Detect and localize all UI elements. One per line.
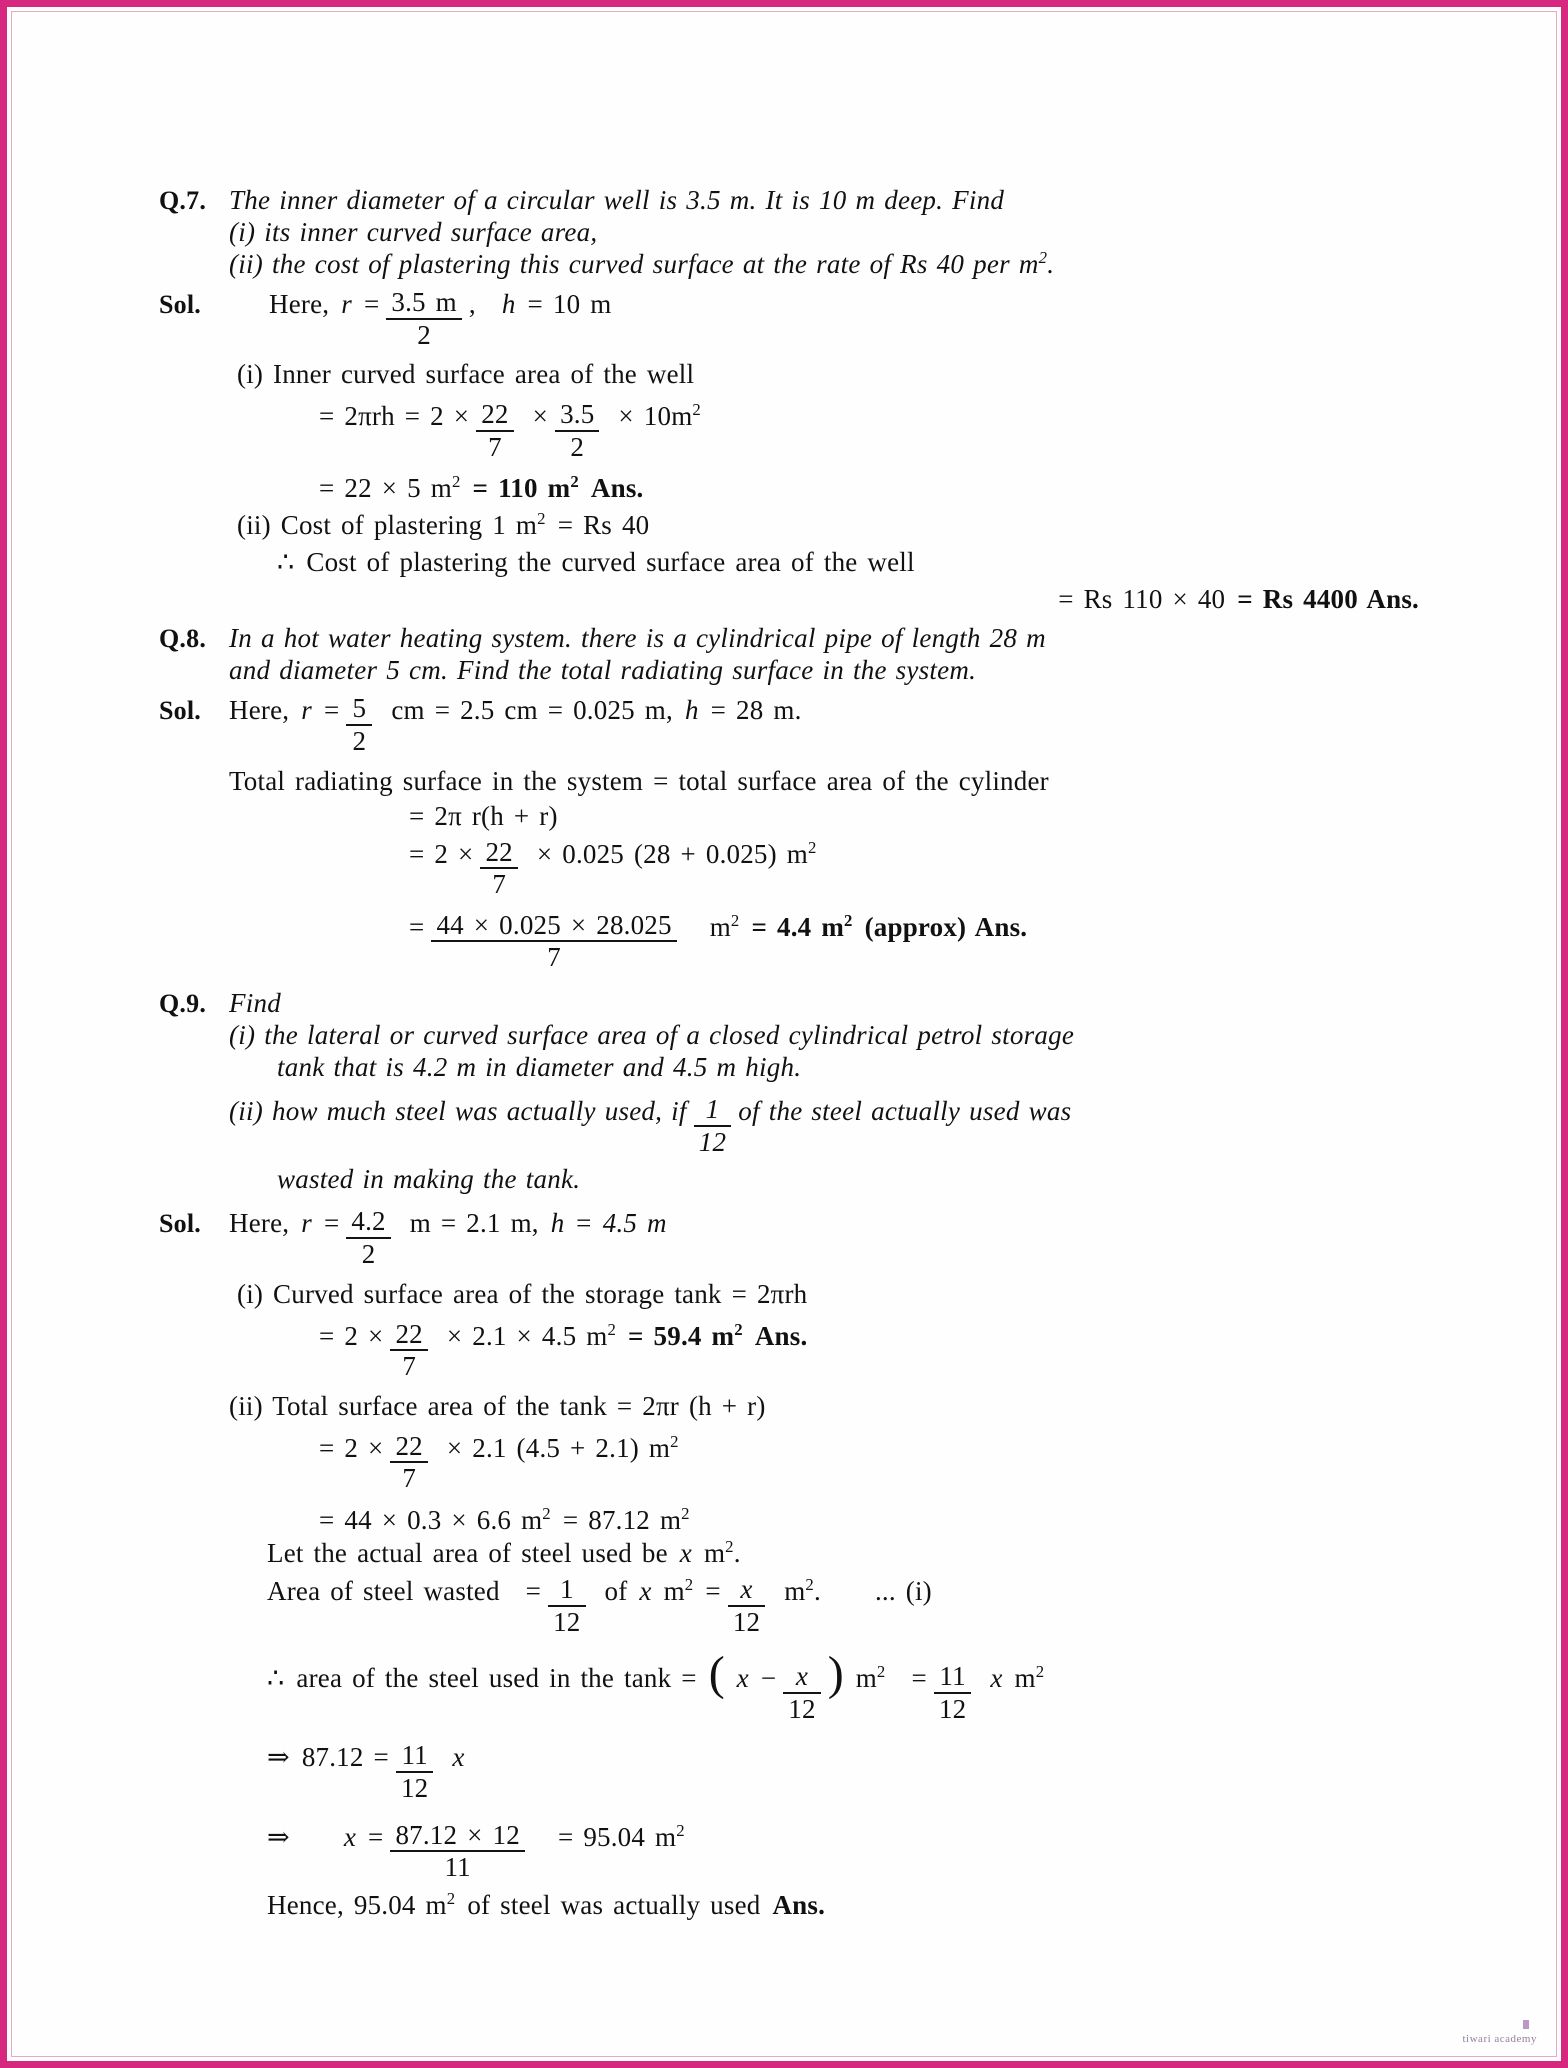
q9-waste-x: x [639,1575,652,1606]
q9-used-x: x [736,1663,749,1694]
q8-calc3-unit-exponent: 2 [730,910,740,930]
q9-impl1-num: 11 [401,1740,428,1771]
q9-used-lead: area of the steel used in the tank = [296,1663,697,1694]
q9-calc3-tail-exponent: 2 [681,1503,690,1523]
q9-pi-fraction-2 [390,1432,427,1493]
q9-used-f2-den: 12 [938,1693,967,1724]
q7-therefore-symbol: ∴ [277,547,295,578]
q9-waste-fraction [694,1095,732,1156]
q7-calc2-ans-word: Ans. [590,473,644,504]
q7-height-symbol: h [501,289,516,319]
q9-used-unit-1: m [855,1663,877,1694]
q9-height-text: h = 4.5 m [550,1208,667,1239]
q7-calc1-f1-den: 7 [488,431,502,462]
q7-diameter-fraction [555,400,599,461]
q9-let-line-a: Let the actual area of steel used be [267,1537,668,1568]
q9-part-ii-b: of the steel actually used was [738,1096,1072,1127]
q9-impl1-arrow: ⇒ [267,1742,290,1773]
q7-final-lead: = Rs 110 × 40 [1058,584,1226,615]
q8-calc1: = 2π r(h + r) [409,800,558,831]
q9-part-ii-c: wasted in making the tank. [277,1164,581,1195]
q9-impl2-equals: = [368,1821,384,1852]
q9-hence-row [159,1888,1419,1920]
q8-calc-1-row [159,800,1419,831]
q7-part-i-row [229,219,1419,246]
q9-calc1-tail: × 2.1 × 4.5 m [446,1320,608,1351]
q9-impl1-lead: 87.12 = [301,1742,389,1773]
q9-sol-here-row [159,1206,1419,1270]
q9-part-ii-denominator: 12 [698,1126,727,1157]
q9-part-i-row-2 [277,1054,1419,1081]
q7-sol-here-row [159,287,1419,351]
q7-therefore-row [159,549,1419,576]
q7-calc1-f1-num: 22 [481,399,509,430]
question-9-block [159,990,1419,1919]
q7-line-ii-row [159,509,1419,541]
q7-calc1-exponent: 2 [692,400,701,420]
q7-radius-numerator: 3.5 m [391,287,457,317]
q9-waste-fraction-2 [728,1575,765,1636]
q7-final-answer: = Rs 4400 Ans. [1237,584,1419,615]
q9-left-paren: ( [708,1647,725,1701]
q7-line-ii-a: (ii) Cost of plastering 1 m [237,510,538,541]
q9-right-paren: ) [827,1647,844,1701]
q9-radius-fraction [346,1207,390,1268]
q8-result-fraction [431,911,676,972]
q8-height-symbol: h [684,695,699,726]
q9-calc3: = 44 × 0.3 × 6.6 m [319,1504,543,1535]
q9-waste-unit-1: m [663,1575,685,1606]
q9-equals-1: = [323,1208,340,1239]
q8-calc3-answer-exponent: 2 [844,910,853,930]
q9-stem-row [159,990,1419,1017]
q7-stem: The inner diameter of a circular well is 3.5 m. It is 10 m deep. Find [229,185,1005,215]
q9-waste-period: . [814,1575,821,1606]
q7-final-row [159,586,1419,613]
q8-line-total: Total radiating surface in the system = total surface area of the cylinder [229,765,1049,796]
q9-used-minus: − [760,1663,777,1694]
q9-waste-row [159,1573,1419,1638]
watermark-text: tiwari academy [1462,2033,1537,2045]
q9-line-ii-row [159,1390,1419,1421]
q8-calc3-unit: m [709,911,731,942]
q9-impl2-fraction [390,1821,524,1882]
q8-stem-row-2 [159,657,1419,684]
q9-calc2-lead: = 2 × [319,1432,384,1463]
q8-calc2-exponent: 2 [807,837,817,857]
q7-comma: , [468,289,476,319]
q8-radius-symbol: r [301,695,312,726]
q7-calc-2-row [159,472,1419,504]
q9-calc-1-row [159,1318,1419,1383]
q9-waste-f1-num: 1 [559,1573,574,1604]
q9-part-ii-row-2 [277,1166,1419,1193]
q7-calc1-lead: = 2πrh = 2 × [319,401,470,432]
q9-part-ii-a: (ii) how much steel was actually used, if [229,1096,687,1127]
q8-calc-2-row [159,836,1419,901]
q9-used-row [159,1647,1419,1725]
q7-here-label: Here, [269,289,330,319]
q9-impl2-tail: = 95.04 m [557,1821,677,1852]
q8-radius-numerator: 5 [352,693,367,724]
q9-waste-unit-2-exponent: 2 [805,1574,814,1594]
q9-impl-1-row [159,1740,1419,1804]
q9-calc1-answer-exponent: 2 [734,1319,743,1339]
q9-calc-2-row [159,1430,1419,1495]
q9-calc2-tail: × 2.1 (4.5 + 2.1) m [446,1432,671,1463]
q9-used-f1-den: 12 [788,1693,816,1724]
q7-line-ii-b: = Rs 40 [557,510,650,541]
q9-calc1-ans-word: Ans. [754,1320,808,1351]
q9-radius-numerator: 4.2 [351,1206,386,1237]
q9-calc3-exponent: 2 [542,1503,551,1523]
question-7-block [159,187,1419,613]
q9-part-i-row-1 [229,1022,1419,1049]
q7-radius-symbol: r [341,289,352,319]
q7-line-iii: Cost of plastering the curved surface area of the well [306,547,915,578]
q9-let-period: . [733,1537,741,1568]
q9-used-unit-2-exponent: 2 [1035,1662,1045,1682]
q8-calc3-denominator: 7 [547,942,561,973]
q9-used-equals: = [911,1663,927,1694]
q8-radius-fraction [346,694,372,755]
q9-hence-a: Hence, 95.04 m [267,1889,447,1920]
q9-let-row [159,1536,1419,1568]
q9-stem: Find [229,988,281,1019]
q9-waste-lead: Area of steel wasted [267,1575,500,1606]
q9-impl1-x: x [452,1742,465,1773]
q8-stem-row-1 [159,625,1419,652]
q8-stem-line-1: In a hot water heating system. there is a cylindrical pipe of length 28 m [229,623,1046,654]
q9-waste-fraction-1 [548,1575,585,1636]
q9-hence-b: of steel was actually used [467,1889,761,1920]
q9-part-i-line-2: tank that is 4.2 m in diameter and 4.5 m high. [277,1052,802,1083]
q8-calc-3-row [159,909,1419,974]
q9-impl2-num: 87.12 × 12 [395,1819,520,1850]
q8-pi-fraction [480,838,517,899]
q9-sol-tag: Sol. [159,1209,201,1239]
q7-line-ii-exponent: 2 [537,509,546,529]
q9-line-i: (i) Curved surface area of the storage tank = 2πrh [237,1278,808,1309]
q8-calc2-tail: × 0.025 (28 + 0.025) m [536,838,808,869]
q9-used-f2-num: 11 [939,1661,966,1692]
q7-calc1-tail: × 10m [618,401,693,432]
q8-height-value: = 28 m. [710,695,802,726]
q9-used-f1-num: x [795,1661,809,1692]
q9-calc1-answer: = 59.4 m [628,1320,735,1351]
page-sheet [9,9,1559,2059]
q9-waste-reference: ... (i) [874,1575,932,1606]
q9-line-ii: (ii) Total surface area of the tank = 2πr (h + r) [229,1390,766,1421]
q9-used-x2: x [990,1663,1003,1694]
q9-here-label: Here, [229,1208,290,1239]
q9-calc3-tail: = 87.12 m [562,1504,682,1535]
q9-waste-f1-den: 12 [553,1606,581,1637]
q8-radius-denominator: 2 [352,726,367,757]
q7-calc2-answer: = 110 m [472,473,571,504]
q8-calc3-lead: = [409,911,425,942]
q7-part-i: (i) its inner curved surface area, [229,217,598,247]
q9-pi-fraction-1 [390,1320,427,1381]
q9-let-unit: m [703,1537,726,1568]
q7-calc-1-row [159,399,1419,463]
q9-part-i-line-1: (i) the lateral or curved surface area of a closed cylindrical petrol storage [229,1020,1075,1051]
q9-used-unit-2: m [1014,1663,1036,1694]
q8-calc2-lead: = 2 × [409,838,474,869]
q8-equals-1: = [323,695,340,726]
q8-calc3-answer: = 4.4 m [751,911,845,942]
q9-radius-tail: m = 2.1 m, [409,1208,539,1239]
q8-tag: Q.8. [159,624,207,654]
q9-calc-3-row [159,1503,1419,1535]
q8-calc3-numerator: 44 × 0.025 × 28.025 [436,909,672,940]
q7-calc1-f2-den: 2 [570,431,585,462]
q7-part-ii-period: . [1047,249,1055,279]
q9-part-ii-numerator: 1 [705,1094,720,1125]
q9-radius-denominator: 2 [361,1238,376,1269]
q8-here-label: Here, [229,695,290,726]
q9-calc1-lead: = 2 × [319,1320,384,1351]
q7-part-ii-row [229,248,1419,279]
q9-waste-of: of [604,1575,628,1606]
q9-calc2-num: 22 [395,1430,423,1461]
q7-calc2-exponent: 2 [451,472,461,492]
q9-impl1-fraction [396,1741,433,1802]
q7-line-i: (i) Inner curved surface area of the well [237,359,695,390]
q9-part-ii-row-1 [229,1094,1419,1158]
q9-calc1-exponent: 2 [607,1319,617,1339]
q9-calc1-den: 7 [402,1351,417,1382]
q9-waste-unit-1-exponent: 2 [684,1574,694,1594]
solutions-content [159,187,1419,1919]
q9-hence-exponent: 2 [446,1888,456,1908]
q9-let-x: x [679,1537,692,1568]
q9-impl2-arrow: ⇒ [267,1821,290,1852]
q8-sol-tag: Sol. [159,696,201,726]
q9-waste-f2-den: 12 [732,1606,761,1637]
q7-height-value: = 10 m [527,289,612,319]
q9-calc2-exponent: 2 [670,1431,679,1451]
q8-total-row [159,765,1419,796]
q9-impl2-den: 11 [444,1852,471,1883]
q9-radius-symbol: r [301,1208,312,1239]
q9-let-exponent: 2 [725,1536,734,1556]
q9-waste-f2-num: x [740,1573,753,1604]
q7-pi-fraction-1 [476,400,513,461]
question-8-block [159,625,1419,974]
q7-calc2-answer-exponent: 2 [570,472,579,492]
q8-calc2-den: 7 [492,869,507,900]
q7-calc1-times: × [532,401,549,432]
q7-stem-row [159,187,1419,214]
q8-sol-here-row [159,693,1419,757]
q9-waste-unit-2: m [784,1575,806,1606]
q7-radius-denominator: 2 [417,319,431,350]
q8-radius-tail: cm = 2.5 cm = 0.025 m, [391,695,673,726]
q7-tag: Q.7. [159,186,207,215]
q8-stem-line-2: and diameter 5 cm. Find the total radiating surface in the system. [229,655,977,686]
q9-impl1-den: 12 [400,1773,429,1804]
q7-sol-tag: Sol. [159,290,201,319]
q7-radius-fraction [386,288,462,349]
q9-impl2-exponent: 2 [676,1820,685,1840]
q9-impl2-x: x [343,1821,357,1852]
q9-calc1-num: 22 [395,1318,423,1349]
q9-impl-2-row [159,1819,1419,1884]
q9-calc2-den: 7 [402,1463,417,1494]
q7-part-ii-exponent: 2 [1038,248,1048,267]
q8-calc3-ans-word: (approx) Ans. [864,911,1028,942]
q9-used-fraction-2 [934,1662,971,1723]
q7-line-i-row [159,361,1419,388]
q7-calc1-f2-num: 3.5 [560,399,595,430]
q9-used-therefore: ∴ [267,1663,285,1694]
q7-part-ii-text: (ii) the cost of plastering this curved surface at the rate of Rs 40 per m [229,249,1039,279]
q9-waste-equals-2: = [705,1575,721,1606]
q8-calc2-num: 22 [485,836,513,867]
q7-equals-1: = [363,289,380,319]
q9-used-unit-1-exponent: 2 [876,1662,886,1682]
q7-calc2-lead: = 22 × 5 m [319,473,452,504]
watermark-mark [1523,2020,1529,2029]
q9-hence-ans-word: Ans. [772,1889,826,1920]
q9-tag: Q.9. [159,989,207,1019]
q9-line-i-row [159,1278,1419,1309]
q9-used-fraction-1 [783,1662,820,1723]
q9-waste-equals-1: = [525,1575,542,1606]
